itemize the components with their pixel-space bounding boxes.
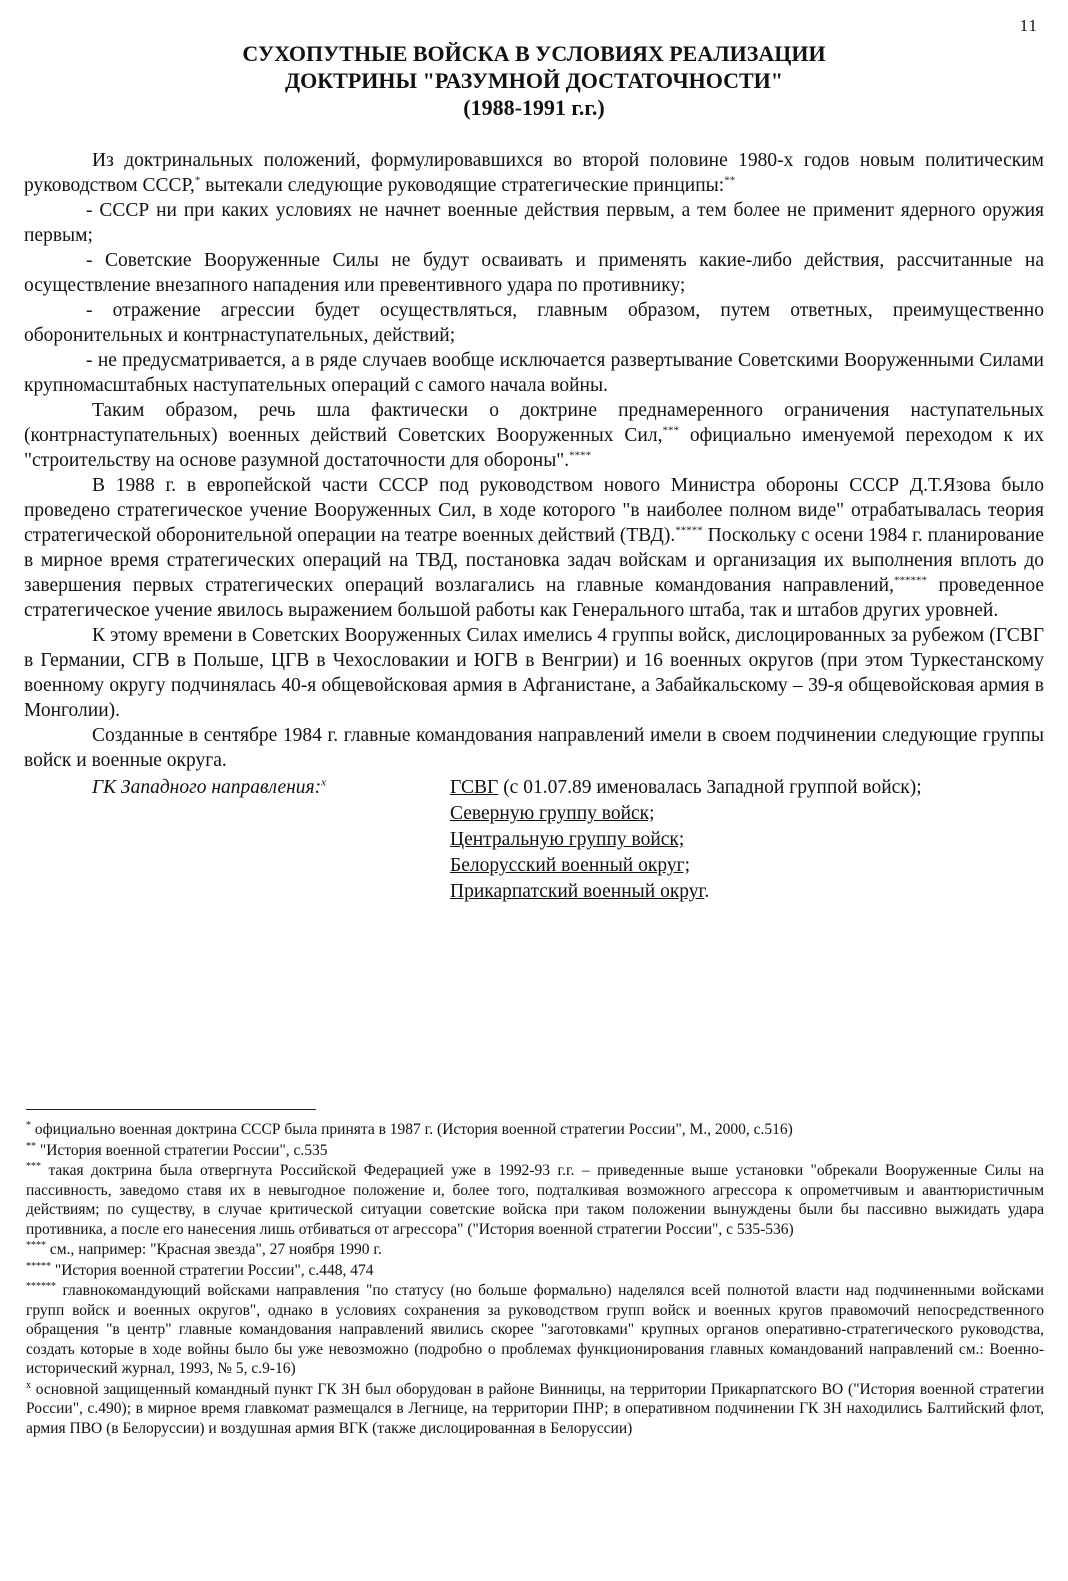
gk-west-list <box>450 775 922 905</box>
footnotes <box>26 1120 1044 1439</box>
paragraph-exercise: В 1988 г. в европейской части СССР под руководством нового Министра обороны СССР Д.Т.Язова было проведено стратегическое учение Вооруженных Сил, в ходе которого "в наиболее полном виде" отрабатывалась теория стратегической оборонительной операции на театре военных действий (ТВД).***** Поскольку с осени 1984 г. планирование в мирное время стратегических операций на ТВД, постановка задач войскам и организация их выполнения вплоть до завершения первых стратегических операций возлагались на главные командования направлений,****** проведенное стратегическое учение явилось выражением большой работы как Генерального штаба, так и штабов других уровней. <box>24 475 1044 621</box>
list-item: Центральную группу войск; <box>450 829 685 850</box>
footnote-ref: ** <box>724 174 736 187</box>
gk-west-block <box>24 775 1044 903</box>
footnote-divider <box>26 1109 316 1110</box>
list-item: ГСВГ (с 01.07.89 именовалась Западной группой войск); <box>450 777 922 798</box>
principle-item: - отражение агрессии будет осуществляться, главным образом, путем ответных, преимущественно оборонительных и контрнаступательных, действий; <box>24 300 1044 346</box>
footnote-ref: x <box>321 776 326 789</box>
paragraph-groups: К этому времени в Советских Вооруженных Силах имелись 4 группы войск, дислоцированных за рубежом (ГСВГ в Германии, СГВ в Польше, ЦГВ в Чехословакии и ЮГВ в Венгрии) и 16 военных округов (при этом Туркестанскому военному округу подчинялась 40-я общевойсковая армия в Афганистане, а Забайкальскому – 39-я общевойсковая армия в Монголии). <box>24 625 1044 721</box>
page-number: 11 <box>1019 16 1038 35</box>
paragraph-doctrine: Таким образом, речь шла фактически о доктрине преднамеренного ограничения наступательных (контрнаступательных) военных действий Советских Вооруженных Сил,*** официально именуемой переходом к их "строительству на основе разумной достаточности для обороны".**** <box>24 400 1044 471</box>
list-item: Северную группу войск; <box>450 803 655 824</box>
principle-item: - Советские Вооруженные Силы не будут осваивать и применять какие-либо действия, рассчитанные на осуществление внезапного нападения или превентивного удара по противнику; <box>24 250 1044 296</box>
paragraph-commands: Созданные в сентябре 1984 г. главные командования направлений имели в своем подчинении следующие группы войск и военные округа. <box>24 725 1044 771</box>
principle-item: - не предусматривается, а в ряде случаев вообще исключается развертывание Советскими Вооруженными Силами крупномасштабных наступательных операций с самого начала войны. <box>24 350 1044 396</box>
main-text <box>24 148 1044 903</box>
gsvg-abbr: ГСВГ <box>450 777 499 798</box>
gk-west-label: ГК Западного направления:$^x$ <box>92 776 326 798</box>
footnote: *** такая доктрина была отвергнута Российской Федерацией уже в 1992-93 г.г. – приведенные выше установки "обрекали Вооруженные Силы на пассивность, заведомо ставя их в невыгодное положение и, более того, подталкивая возможного агрессора к опрометчивым и авантюристичным действиям; по существу, в случае критической ситуации советские войска при таком положении вынуждены были бы пассивно выжидать удара противника, а после его нанесения лишь отбиваться от агрессора" ("История военной стратегии России", с 535-536) <box>26 1160 1044 1238</box>
principle-item: - СССР ни при каких условиях не начнет военные действия первым, а тем более не применит ядерного оружия первым; <box>24 200 1044 246</box>
footnote-ref: ****** <box>893 574 927 587</box>
title-line-3: (1988-1991 г.г.) <box>463 95 605 120</box>
paragraph-intro: Из доктринальных положений, формулировавшихся во второй половине 1980-х годов новым политическим руководством СССР,* вытекали следующие руководящие стратегические принципы:** <box>24 150 1044 196</box>
title-line-1: СУХОПУТНЫЕ ВОЙСКА В УСЛОВИЯХ РЕАЛИЗАЦИИ <box>242 41 826 66</box>
footnote: ****** главнокомандующий войсками направления "по статусу (но больше формально) наделялся всей полнотой власти над подчиненными войсками групп войск и военных округов", однако в условиях сохранения за руководством групп войск и военных кругов правомочий непосредственного обращения "в центр" главные командования направлений явились скорее "заготовками" крупных органов оперативно-стратегического руководства, создать которые в ходе войны было бы уже невозможно (подробно о проблемах функционирования главных командований направлений см.: Военно-исторический журнал, 1993, № 5, с.9-16) <box>26 1280 1044 1377</box>
footnote: * официально военная доктрина СССР была принята в 1987 г. (История военной стратегии России", М., 2000, с.516) <box>26 1119 793 1138</box>
list-item: Белорусский военный округ; <box>450 855 690 876</box>
footnote: $^x$ основной защищенный командный пункт ГК ЗН был оборудован в районе Винницы, на территории Прикарпатского ВО ("История военной стратегии России", с.490); в мирное время главкомат размещался в Легнице, на территории ПНР; в оперативном подчинении ГК ЗН находились Балтийский флот, армия ПВО (в Белоруссии) и воздушная армия ВГК (также дислоцированная в Белоруссии) <box>26 1379 1044 1437</box>
footnote: ** "История военной стратегии России", с.535 <box>26 1140 328 1159</box>
footnote: ***** "История военной стратегии России", с.448, 474 <box>26 1260 374 1279</box>
footnote-ref: *** <box>662 424 679 437</box>
title-line-2: ДОКТРИНЫ "РАЗУМНОЙ ДОСТАТОЧНОСТИ" <box>284 68 784 93</box>
page-title <box>0 40 1068 121</box>
footnote-ref: **** <box>569 449 592 462</box>
list-item: Прикарпатский военный округ. <box>450 881 710 902</box>
footnote-ref: * <box>194 174 201 187</box>
footnote: **** см., например: "Красная звезда", 27 ноября 1990 г. <box>26 1239 382 1258</box>
footnote-ref: ***** <box>675 524 703 537</box>
